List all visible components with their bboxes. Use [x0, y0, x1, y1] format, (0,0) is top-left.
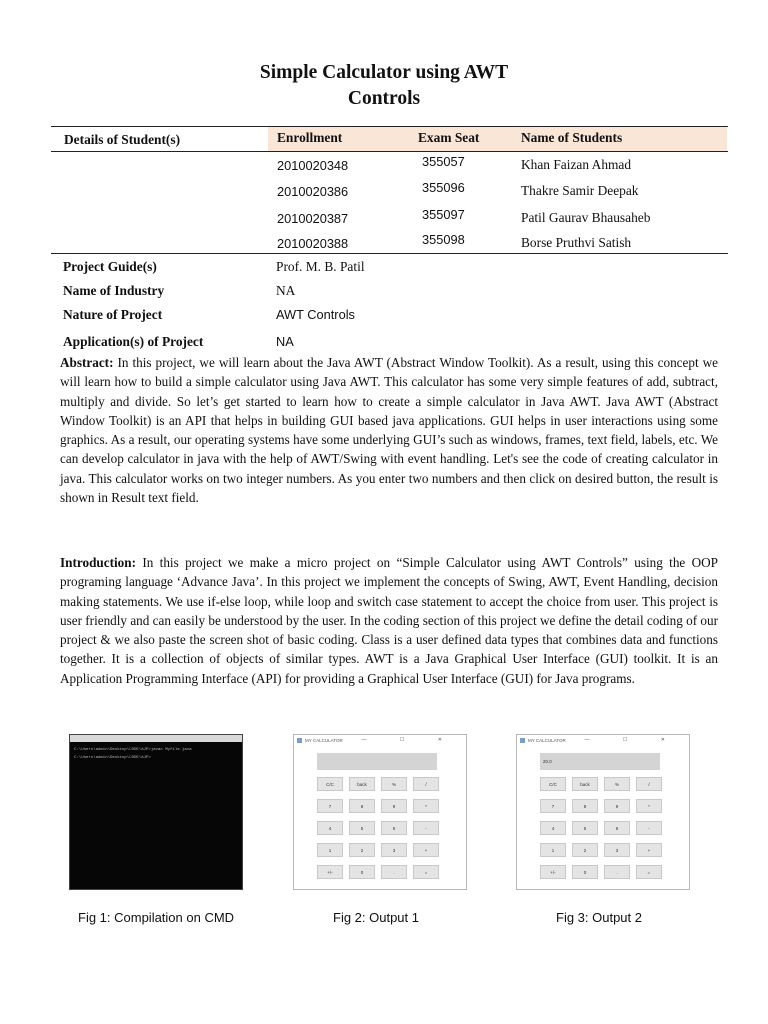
header-exam-seat: Exam Seat: [418, 130, 480, 145]
calc-key: /: [636, 777, 662, 791]
calc-key: 5: [572, 821, 598, 835]
exam-seat-cell: 355096: [422, 180, 465, 195]
application-value: NA: [276, 334, 294, 349]
abstract-text: In this project, we will learn about the Java AWT (Abstract Window Toolkit). As a result, using this concept we will learn how to build a simple calculator using Java AWT. This calculator has some very simple features of add, subtract, multiply and divide. So let’s get started to learn how to create a simple calculator in Java AWT. Java AWT (Abstract Window Toolkit) is an API that helps in building GUI based java applications. GUI helps in user interactions using some graphics. As a result, our operating systems have some underlying GUI’s such as windows, frames, text field, labels, etc. We can develop calculator in java with the help of AWT/Swing with event handling. Let's see the code of creating calculator in java. This calculator works on two integer numbers. As you enter two numbers and then click on desired button, the result is shown in Result text field.: [60, 355, 719, 506]
calculator-output-1: [293, 734, 467, 890]
calc-key: 0: [349, 865, 375, 879]
cmd-titlebar: [70, 735, 242, 742]
title-line-1: Simple Calculator using AWT: [259, 62, 509, 83]
nature-value: AWT Controls: [276, 307, 355, 322]
student-name-cell: Borse Pruthvi Satish: [521, 235, 632, 250]
calc-key: /: [413, 777, 439, 791]
enrollment-cell: 2010020387: [277, 211, 349, 226]
calc-key: 5: [349, 821, 375, 835]
calculator-titlebar: [517, 735, 689, 746]
calc-key: =: [636, 865, 662, 879]
enrollment-cell: 2010020386: [277, 184, 349, 199]
details-row-label: Details of Student(s): [64, 132, 181, 147]
calc-key: =: [413, 865, 439, 879]
cmd-line: C:\Users\admin\Desktop\CODE\AJP>javac Myfile.java: [74, 748, 192, 752]
introduction-text: In this project we make a micro project on “Simple Calculator using AWT Controls” using the OOP programing language ‘Advance Java’. In this project we implement the concepts of Swing, AWT, Event Handling, decision making statements. We use if-else loop, while loop and switch case statement to accept the choice from user. This project is user friendly and can easily be understood by the user. In the coding section of this project we define the detail coding of our project & we also paste the screen shot of basic coding. Class is a user defined data types that combines data and functions together. It is a collection of objects of similar types. AWT is a Java Graphical User Interface (GUI) toolkit. It is an Application Programming Interface (API) for providing a Graphical User Interface (GUI) for Java programs.: [60, 555, 718, 686]
calc-key: +: [636, 843, 662, 857]
calc-key: 3: [381, 843, 407, 857]
nature-label: Nature of Project: [63, 307, 163, 322]
calc-key: %: [604, 777, 630, 791]
java-app-icon: [520, 738, 525, 743]
calc-key: +/-: [317, 865, 343, 879]
calc-key: 3: [604, 843, 630, 857]
calculator-window-title: MY CALCULATOR: [305, 738, 343, 743]
industry-value: NA: [276, 283, 296, 298]
calc-key: 2: [349, 843, 375, 857]
title-line-2: Controls: [347, 88, 421, 109]
calc-key: 6: [604, 821, 630, 835]
project-guide-label: Project Guide(s): [63, 259, 157, 274]
calc-key: 1: [317, 843, 343, 857]
calc-key: C/C: [540, 777, 566, 791]
industry-label: Name of Industry: [63, 283, 165, 298]
calculator-titlebar: [294, 735, 466, 746]
window-controls: — ☐ ✕: [361, 737, 458, 743]
calc-key: 6: [381, 821, 407, 835]
fig-2-caption: Fig 2: Output 1: [333, 910, 419, 925]
abstract-label: Abstract:: [60, 355, 114, 370]
fig-3-caption: Fig 3: Output 2: [556, 910, 642, 925]
exam-seat-cell: 355097: [422, 207, 465, 222]
calc-key: +: [413, 843, 439, 857]
calculator-display: 20.0: [540, 753, 660, 770]
cmd-line: C:\Users\admin\Desktop\CODE\AJP>: [74, 756, 151, 760]
calc-key: C/C: [317, 777, 343, 791]
calc-key: +/-: [540, 865, 566, 879]
calc-key: 7: [540, 799, 566, 813]
introduction-paragraph: [60, 553, 718, 688]
calculator-keypad: [317, 777, 439, 879]
calc-key: 8: [572, 799, 598, 813]
student-name-cell: Patil Gaurav Bhausaheb: [521, 210, 651, 225]
fig-1-caption: Fig 1: Compilation on CMD: [78, 910, 235, 925]
calc-key: .: [381, 865, 407, 879]
calc-key: 9: [381, 799, 407, 813]
calc-key: *: [413, 799, 439, 813]
calculator-output-2: [516, 734, 690, 890]
calc-key: 2: [572, 843, 598, 857]
calc-key: 4: [317, 821, 343, 835]
abstract-paragraph: [60, 353, 718, 507]
calc-key: 4: [540, 821, 566, 835]
calc-key: -: [636, 821, 662, 835]
calculator-window-title: MY CALCULATOR: [528, 738, 566, 743]
window-controls: — ☐ ✕: [584, 737, 681, 743]
student-name-cell: Khan Faizan Ahmad: [521, 157, 632, 172]
java-app-icon: [297, 738, 302, 743]
header-enrollment: Enrollment: [277, 130, 343, 145]
calculator-keypad: [540, 777, 662, 879]
calc-key: 8: [349, 799, 375, 813]
cmd-screenshot: [69, 734, 243, 890]
calculator-display: [317, 753, 437, 770]
calc-key: back: [349, 777, 375, 791]
header-student-name: Name of Students: [521, 130, 623, 145]
exam-seat-cell: 355057: [422, 154, 465, 169]
exam-seat-cell: 355098: [422, 232, 465, 247]
calc-key: 0: [572, 865, 598, 879]
calc-key: .: [604, 865, 630, 879]
student-name-cell: Thakre Samir Deepak: [521, 183, 639, 198]
calc-key: 1: [540, 843, 566, 857]
calc-key: -: [413, 821, 439, 835]
document-title: [0, 60, 768, 112]
application-label: Application(s) of Project: [63, 334, 204, 349]
introduction-label: Introduction:: [60, 555, 136, 570]
project-guide-value: Prof. M. B. Patil: [276, 259, 365, 274]
table-rule-top: [51, 126, 728, 127]
table-rule-header: [51, 151, 728, 152]
calc-key: 7: [317, 799, 343, 813]
table-rule-bottom: [51, 253, 728, 254]
calc-key: *: [636, 799, 662, 813]
calc-key: back: [572, 777, 598, 791]
calc-key: %: [381, 777, 407, 791]
calc-key: 9: [604, 799, 630, 813]
enrollment-cell: 2010020388: [277, 236, 349, 251]
enrollment-cell: 2010020348: [277, 158, 349, 173]
